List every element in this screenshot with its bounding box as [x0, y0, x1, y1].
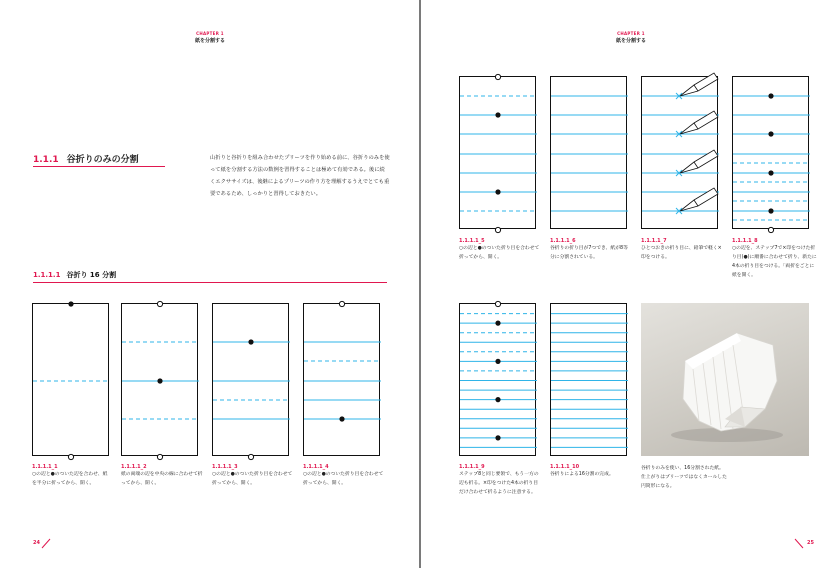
- corner-slash-icon: [793, 536, 805, 550]
- fold-diagram-svg: [551, 77, 628, 230]
- page-number: 24: [33, 540, 40, 546]
- step-caption: [459, 464, 541, 497]
- step-text: ○の辺と●のついた折り目を合わせて折ってから、開く。: [212, 472, 293, 486]
- chapter-label: CHAPTER 1: [617, 31, 645, 36]
- fold-diagram-svg: [122, 304, 199, 457]
- chapter-title: 紙を分割する: [194, 38, 225, 44]
- step-id: 1.1.1.1_9: [459, 464, 485, 470]
- filled-dot-marker: [495, 112, 500, 117]
- fold-diagram-step-4: [303, 303, 380, 456]
- step-text: ○の辺を、ステップ7で×印をつけた折り目(●)に順番に合わせて折り、新たに4本の折り目をつける。「両折をごとに紙を開く。: [732, 246, 817, 278]
- subsection-number: 1.1.1.1: [33, 271, 61, 279]
- filled-dot-marker: [768, 93, 773, 98]
- section-heading: [33, 152, 139, 165]
- filled-dot-marker: [157, 378, 162, 383]
- folded-paper-photo: [641, 303, 809, 456]
- pencil-icon: [680, 73, 718, 96]
- filled-dot-marker: [339, 416, 344, 421]
- filled-dot-marker: [495, 397, 500, 402]
- step-caption: [641, 238, 723, 262]
- fold-diagram-step-7: [641, 76, 718, 229]
- step-caption: [550, 238, 632, 262]
- filled-dot-marker: [495, 359, 500, 364]
- step-text: ひとつおきの折り目に、鉛筆で軽く×印をつける。: [641, 246, 722, 260]
- fold-diagram-svg: [551, 304, 628, 457]
- fold-diagram-step-5: [459, 76, 536, 229]
- filled-dot-marker: [495, 321, 500, 326]
- fold-diagram-svg: [460, 304, 537, 457]
- section-rule: [33, 166, 165, 167]
- section-number: 1.1.1: [33, 155, 59, 165]
- step-id: 1.1.1.1_4: [303, 464, 329, 470]
- fold-diagram-svg: [33, 304, 110, 457]
- fold-diagram-step-6: [550, 76, 627, 229]
- step-caption: [459, 238, 541, 262]
- corner-slash-icon: [40, 536, 52, 550]
- fold-diagram-step-9: [459, 303, 536, 456]
- pencil-icon: [680, 188, 718, 211]
- fold-diagram-svg: [642, 77, 719, 230]
- filled-dot-marker: [768, 208, 773, 213]
- filled-dot-marker: [768, 170, 773, 175]
- filled-dot-marker: [768, 131, 773, 136]
- fold-diagram-step-10: [550, 303, 627, 456]
- fold-diagram-step-8: [732, 76, 809, 229]
- fold-diagram-svg: [304, 304, 381, 457]
- step-caption: [732, 238, 818, 280]
- step-caption: [212, 464, 294, 488]
- step-id: 1.1.1.1_5: [459, 238, 485, 244]
- step-id: 1.1.1.1_10: [550, 464, 580, 470]
- right-page: [421, 0, 840, 568]
- hollow-dot-marker: [248, 454, 253, 459]
- step-caption: [550, 464, 632, 479]
- hollow-dot-marker: [768, 227, 773, 232]
- fold-diagram-step-2: [121, 303, 198, 456]
- hollow-dot-marker: [495, 301, 500, 306]
- hollow-dot-marker: [68, 454, 73, 459]
- folded-paper-illustration: [641, 303, 809, 456]
- subsection-rule: [33, 282, 387, 283]
- intro-paragraph: 山折りと谷折りを組み合わせたプリーツを作り始める前に、谷折りのみを使って紙を分割する方法の数例を習得することは極めて有効である。後に続くエクササイズは、後継によるプリーツの作り方を理解するうえでとても重要であるため、しっかりと習得しておきたい。: [210, 155, 390, 197]
- pencil-icon: [680, 111, 718, 134]
- pencil-icon: [680, 150, 718, 173]
- photo-caption: 谷折りのみを使い、16分割された紙。仕上がりはプリーツではなくカールした円筒形になる。: [641, 466, 727, 489]
- step-caption: [303, 464, 385, 488]
- left-page: [0, 0, 419, 568]
- page-number: 25: [807, 540, 814, 546]
- chapter-label: CHAPTER 1: [196, 31, 224, 36]
- step-id: 1.1.1.1_3: [212, 464, 238, 470]
- fold-diagram-step-3: [212, 303, 289, 456]
- step-text: 紙の両端の辺を中央の線に合わせて折ってから、開く。: [121, 472, 203, 486]
- hollow-dot-marker: [157, 454, 162, 459]
- fold-diagram-svg: [733, 77, 810, 230]
- step-caption: [32, 464, 112, 488]
- step-caption: [121, 464, 203, 488]
- step-id: 1.1.1.1_1: [32, 464, 58, 470]
- hollow-dot-marker: [495, 227, 500, 232]
- filled-dot-marker: [495, 435, 500, 440]
- hollow-dot-marker: [157, 301, 162, 306]
- fold-diagram-svg: [460, 77, 537, 230]
- section-title: 谷折りのみの分割: [66, 155, 139, 165]
- subsection-title: 谷折り 16 分割: [66, 271, 117, 279]
- step-text: 谷折りの折り目が7つでき、紙が8等分に分割されている。: [550, 246, 628, 260]
- step-text: ステップ8と同じ要領で、もう一方の辺も折る。×印をつけた4本の折り目だけ合わせて折るように注意する。: [459, 472, 539, 495]
- hollow-dot-marker: [495, 74, 500, 79]
- fold-diagram-step-1: [32, 303, 109, 456]
- fold-diagram-svg: [213, 304, 290, 457]
- step-text: ○の辺と●のついた辺を合わせ、紙を半分に折ってから、開く。: [32, 472, 108, 486]
- step-id: 1.1.1.1_8: [732, 238, 758, 244]
- filled-dot-marker: [495, 189, 500, 194]
- step-id: 1.1.1.1_2: [121, 464, 147, 470]
- subsection-heading: [33, 270, 116, 280]
- hollow-dot-marker: [339, 301, 344, 306]
- chapter-title: 紙を分割する: [615, 38, 646, 44]
- step-text: ○の辺と●のついた折り目を合わせて折ってから、開く。: [459, 246, 540, 260]
- step-id: 1.1.1.1_6: [550, 238, 576, 244]
- filled-dot-marker: [248, 339, 253, 344]
- filled-dot-marker: [68, 301, 73, 306]
- step-text: 谷折りによる16分割の完成。: [550, 472, 614, 477]
- step-id: 1.1.1.1_7: [641, 238, 667, 244]
- step-text: ○の辺と●のついた折り目を合わせて折ってから、開く。: [303, 472, 384, 486]
